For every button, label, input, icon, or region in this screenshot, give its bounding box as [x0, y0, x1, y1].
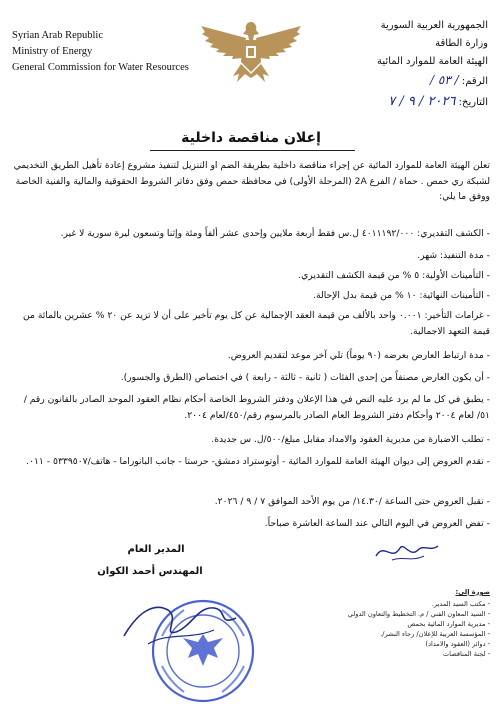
signatory-name: المهندس أحمد الكوان — [97, 566, 203, 577]
copy-item: - دوائر (العقود والامداد) — [426, 640, 491, 649]
item-tender-file: - تطلب الاضبارة من مديرية العقود والامداد مقابل مبلغ/٥٠٠/ل. س جديدة. — [12, 432, 490, 448]
header-ar-line-3: الهيئة العامة للموارد المائية — [377, 56, 488, 67]
initials-signature-icon — [372, 538, 442, 564]
header-ar-line-2: وزارة الطاقة — [435, 38, 488, 49]
copy-item: - مديرية الموارد المائية بحمص — [407, 620, 490, 629]
eagle-emblem-icon — [199, 16, 303, 86]
copy-item: - لجنة المناقصات — [443, 650, 490, 659]
title-underline — [150, 150, 355, 151]
ref-label: الرقم: — [461, 76, 488, 87]
item-bid-validity: - مدة ارتباط العارض بعرضه (٩٠ يوماً) تلي آخر موعد لتقديم العروض. — [12, 348, 490, 364]
reference-number — [430, 72, 488, 90]
copy-item: - السيد المعاون الفني / م. التخطيط والتعاون الدولي — [348, 610, 490, 619]
document-date — [388, 94, 488, 111]
date-label: التاريخ: — [458, 97, 488, 108]
header-en-line-2: Ministry of Energy — [12, 46, 93, 57]
director-signature-icon — [118, 592, 248, 652]
notice-title: إعلان مناقصة داخلية — [181, 130, 321, 146]
item-deadline: - تقبل العروض حتى الساعة /١٤.٣٠/ من يوم الأحد الموافق ٧ / ٩ / ٢٠٢٦. — [12, 494, 490, 510]
copies-title: صورة إلى: — [455, 588, 490, 596]
copy-item: - مكتب السيد المدير. — [432, 600, 490, 609]
notice-intro: تعلن الهيئة العامة للموارد المائية عن إجراء مناقصة داخلية بطريقة الضم او التنزيل لتنفيذ مشروع إعادة تأهيل الطريق التخديمي لشبكة ري حمص . حماة / الفرع 2A (المرحلة الأولى) في محافظة حمص وفق دفاتر الشروط الحقوقية والمالية والفنية الخاصة ووفق ما يلي: — [13, 160, 490, 202]
item-submission-place: - تقدم العروض إلى ديوان الهيئة العامة للموارد المائية - أوتوستراد دمشق- حرستا - جانب البانوراما - هاتف/٥٣٣٩٥٠٧ - ٠١١. — [12, 454, 490, 470]
item-initial-guarantee: - التأمينات الأولية: ٥ % من قيمة الكشف التقديري. — [12, 268, 490, 284]
item-final-guarantee: - التأمينات النهائية: ١٠ % من قيمة بدل الإحالة. — [12, 288, 490, 304]
item-classification: - أن يكون العارض مصنفاً من إحدى الفئات ( ثانية - ثالثة - رابعة ) في اختصاص (الطرق والجسور). — [12, 370, 490, 386]
item-applicable-law: - يطبق في كل ما لم يرد عليه النص في هذا الإعلان ودفتر الشروط الخاصة أحكام نظام العقود الموحد الصادر بالقانون رقم /٥١/ لعام ٢٠٠٤ وأحكام دفتر الشروط العام الصادر بالمرسوم رقم/٤٥٠/لعام ٢٠٠٤. — [12, 392, 490, 424]
header-en-line-3: General Commission for Water Resources — [12, 62, 189, 73]
item-estimate: - الكشف التقديري: ٤٠١١١٩٢/٠٠٠ ل.س فقط أربعة ملايين وإحدى عشر ألفاً ومئة وإثنا وتسعون ليرة سورية لا غير. — [12, 226, 490, 242]
item-duration: - مدة التنفيذ: شهر. — [12, 248, 490, 264]
ref-value: / ٥٣ / — [430, 73, 459, 87]
date-value: ٢٠٢٦ / ٩ / ٧ — [388, 94, 456, 109]
header-ar-line-1: الجمهورية العربية السورية — [380, 20, 488, 31]
header-en-line-1: Syrian Arab Republic — [12, 30, 103, 41]
signatory-role: المدير العام — [127, 544, 185, 555]
copy-item: - المؤسسة العربية للإعلان/ رجاء النشر/. — [380, 630, 490, 639]
item-delay-penalty: - غرامات التأخير: ٠.٠٠١ واحد بالألف من قيمة العقد الإجمالية عن كل يوم تأخير على أن لا تزيد عن ٢٠ % عشرين بالمائة من قيمة التعهد الاجمالية. — [12, 308, 490, 340]
item-opening: - تفض العروض في اليوم التالي عند الساعة العاشرة صباحاً. — [12, 516, 490, 532]
